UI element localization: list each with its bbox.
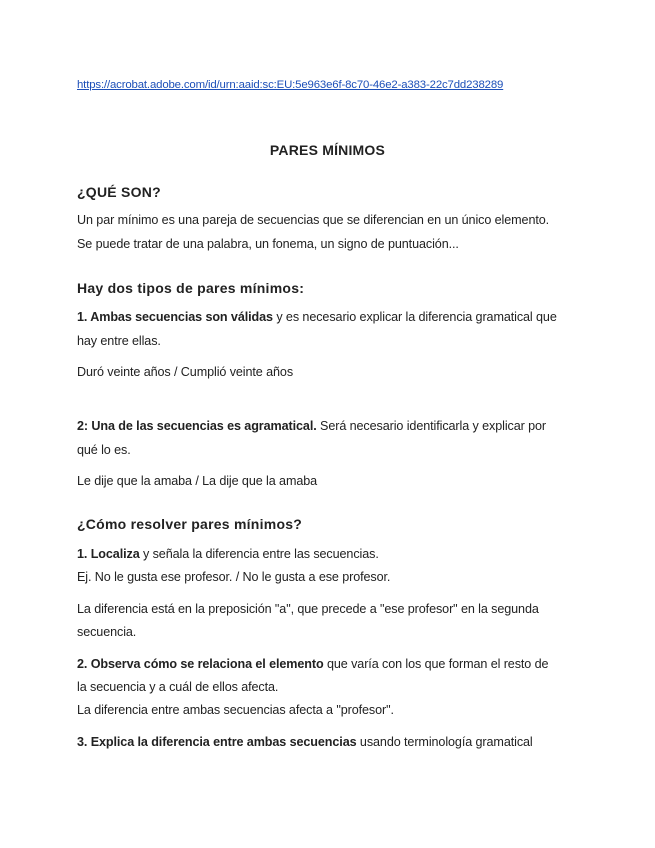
step2-line-2: la secuencia y a cuál de ellos afecta.: [77, 680, 279, 694]
step1-example: Ej. No le gusta ese profesor. / No le gusta a ese profesor.: [77, 570, 391, 584]
step2-line-3: La diferencia entre ambas secuencias afecta a "profesor".: [77, 703, 394, 717]
definition-line-1: Un par mínimo es una pareja de secuencias que se diferencian en un único elemento.: [77, 213, 550, 227]
step2-rest: que varía con los que forman el resto de: [323, 657, 549, 671]
step1-explain-2: secuencia.: [77, 625, 137, 639]
step3-bold: 3. Explica la diferencia entre ambas secuencias: [77, 735, 357, 749]
tipo2-line-2: qué lo es.: [77, 443, 131, 457]
tipo1-rest: y es necesario explicar la diferencia gramatical que: [272, 310, 557, 324]
tipo1-line-2: hay entre ellas.: [77, 334, 161, 348]
step2-bold: 2. Observa cómo se relaciona el elemento: [77, 657, 324, 671]
tipo2-bold: 2: Una de las secuencias es agramatical.: [77, 419, 317, 433]
step1-explain-1: La diferencia está en la preposición "a", que precede a "ese profesor" en la segunda: [77, 602, 539, 616]
heading-como-resolver: ¿Cómo resolver pares mínimos?: [77, 516, 303, 532]
definition-line-2: Se puede tratar de una palabra, un fonema, un signo de puntuación...: [77, 237, 459, 251]
page-title: PARES MÍNIMOS: [269, 142, 386, 158]
tipo2-example: Le dije que la amaba / La dije que la amaba: [77, 474, 318, 488]
step3-rest: usando terminología gramatical: [356, 735, 533, 749]
tipo2-line-1: [77, 418, 546, 434]
step3-line-1: [77, 734, 533, 750]
step2-line-1: [77, 656, 548, 672]
acrobat-link[interactable]: https://acrobat.adobe.com/id/urn:aaid:sc:EU:5e963e6f-8c70-46e2-a383-22c7dd238289: [77, 79, 504, 91]
heading-que-son: ¿QUÉ SON?: [77, 184, 161, 200]
tipo1-line-1: [77, 309, 557, 325]
step1-rest: y señala la diferencia entre las secuencias.: [139, 547, 379, 561]
tipo1-example: Duró veinte años / Cumplió veinte años: [77, 365, 294, 379]
step1-bold: 1. Localiza: [77, 547, 140, 561]
heading-tipos: Hay dos tipos de pares mínimos:: [77, 280, 305, 296]
tipo2-rest: Será necesario identificarla y explicar por: [316, 419, 547, 433]
step1-line-1: [77, 546, 379, 562]
tipo1-bold: 1. Ambas secuencias son válidas: [77, 310, 273, 324]
